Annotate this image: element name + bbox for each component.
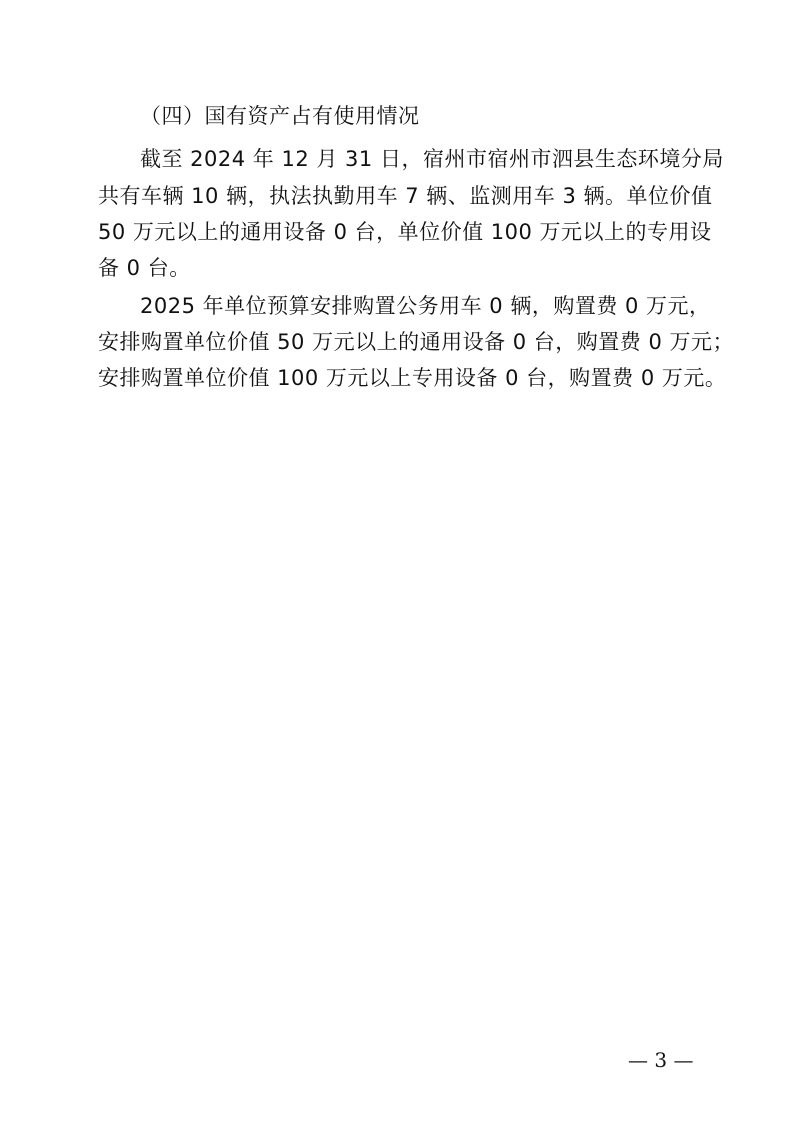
page-number: — 3 — [628, 1048, 694, 1072]
paragraph-line: 截至 2024 年 12 月 31 日，宿州市宿州市泗县生态环境分局 [140, 147, 724, 171]
paragraph-line: 共有车辆 10 辆，执法执勤用车 7 辆、监测用车 3 辆。单位价值 [98, 184, 713, 208]
paragraph-line: 安排购置单位价值 100 万元以上专用设备 0 台，购置费 0 万元。 [98, 366, 727, 390]
paragraph-line: 备 0 台。 [98, 256, 191, 280]
paragraph-line: 安排购置单位价值 50 万元以上的通用设备 0 台，购置费 0 万元； [98, 330, 734, 354]
paragraph-line: 50 万元以上的通用设备 0 台，单位价值 100 万元以上的专用设 [98, 220, 712, 244]
section-heading: （四）国有资产占有使用情况 [140, 104, 420, 128]
paragraph-line: 2025 年单位预算安排购置公务用车 0 辆，购置费 0 万元， [140, 294, 711, 318]
